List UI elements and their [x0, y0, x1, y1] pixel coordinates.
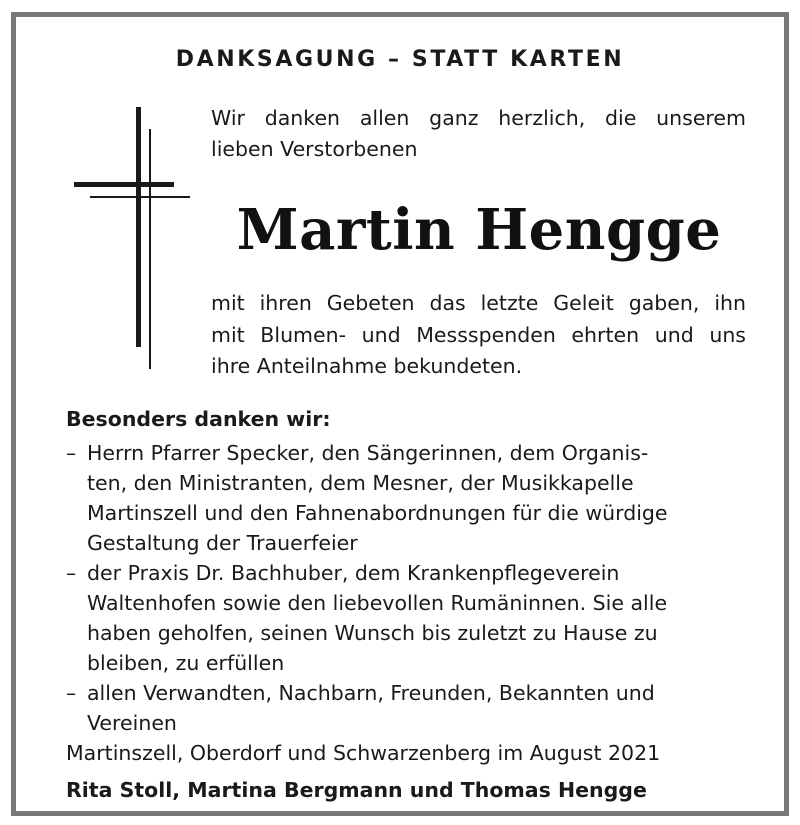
list-item-line: bleiben, zu erfüllen: [87, 651, 285, 675]
list-item-line: Vereinen: [87, 711, 177, 735]
list-item-line: Herrn Pfarrer Specker, den Sängerinnen, dem Organis-: [87, 441, 649, 465]
intro-line: Wir danken allen ganz herzlich, die unserem: [211, 106, 746, 130]
special-thanks-list: [66, 438, 746, 738]
thanks-text-line: ihre Anteilnahme bekundeten.: [211, 354, 523, 378]
list-item: [66, 438, 746, 558]
obituary-frame: [11, 12, 789, 816]
list-item-line: ten, den Ministranten, dem Mesner, der Musikkapelle: [87, 471, 634, 495]
intro-line: lieben Verstorbenen: [211, 137, 418, 161]
intro-text: [211, 103, 746, 165]
christian-cross-icon: [74, 107, 209, 372]
list-item: [66, 558, 746, 678]
list-item-line: Gestaltung der Trauerfeier: [87, 531, 358, 555]
list-item-line: der Praxis Dr. Bachhuber, dem Krankenpflegeverein: [87, 561, 620, 585]
list-item-line: Martinszell und den Fahnenabordnungen für die würdige: [87, 501, 668, 525]
special-thanks-heading: Besonders danken wir:: [66, 407, 331, 431]
dash-bullet: –: [66, 441, 77, 465]
notice-heading: DANKSAGUNG – STATT KARTEN: [175, 47, 625, 72]
dash-bullet: –: [66, 681, 77, 705]
list-item-line: allen Verwandten, Nachbarn, Freunden, Bekannten und: [87, 681, 655, 705]
place-and-date: Martinszell, Oberdorf und Schwarzenberg im August 2021: [66, 741, 661, 765]
list-item-line: haben geholfen, seinen Wunsch bis zuletzt zu Hause zu: [87, 621, 658, 645]
dash-bullet: –: [66, 561, 77, 585]
list-item-line: Waltenhofen sowie den liebevollen Rumäninnen. Sie alle: [87, 591, 668, 615]
list-item: [66, 678, 746, 738]
thanks-text: [211, 288, 746, 383]
signatures: Rita Stoll, Martina Bergmann und Thomas Hengge: [66, 778, 647, 802]
deceased-name: Martin Hengge: [236, 197, 722, 263]
thanks-text-line: mit ihren Gebeten das letzte Geleit gaben, ihn: [211, 291, 746, 315]
thanks-text-line: mit Blumen- und Messspenden ehrten und uns: [211, 322, 746, 347]
